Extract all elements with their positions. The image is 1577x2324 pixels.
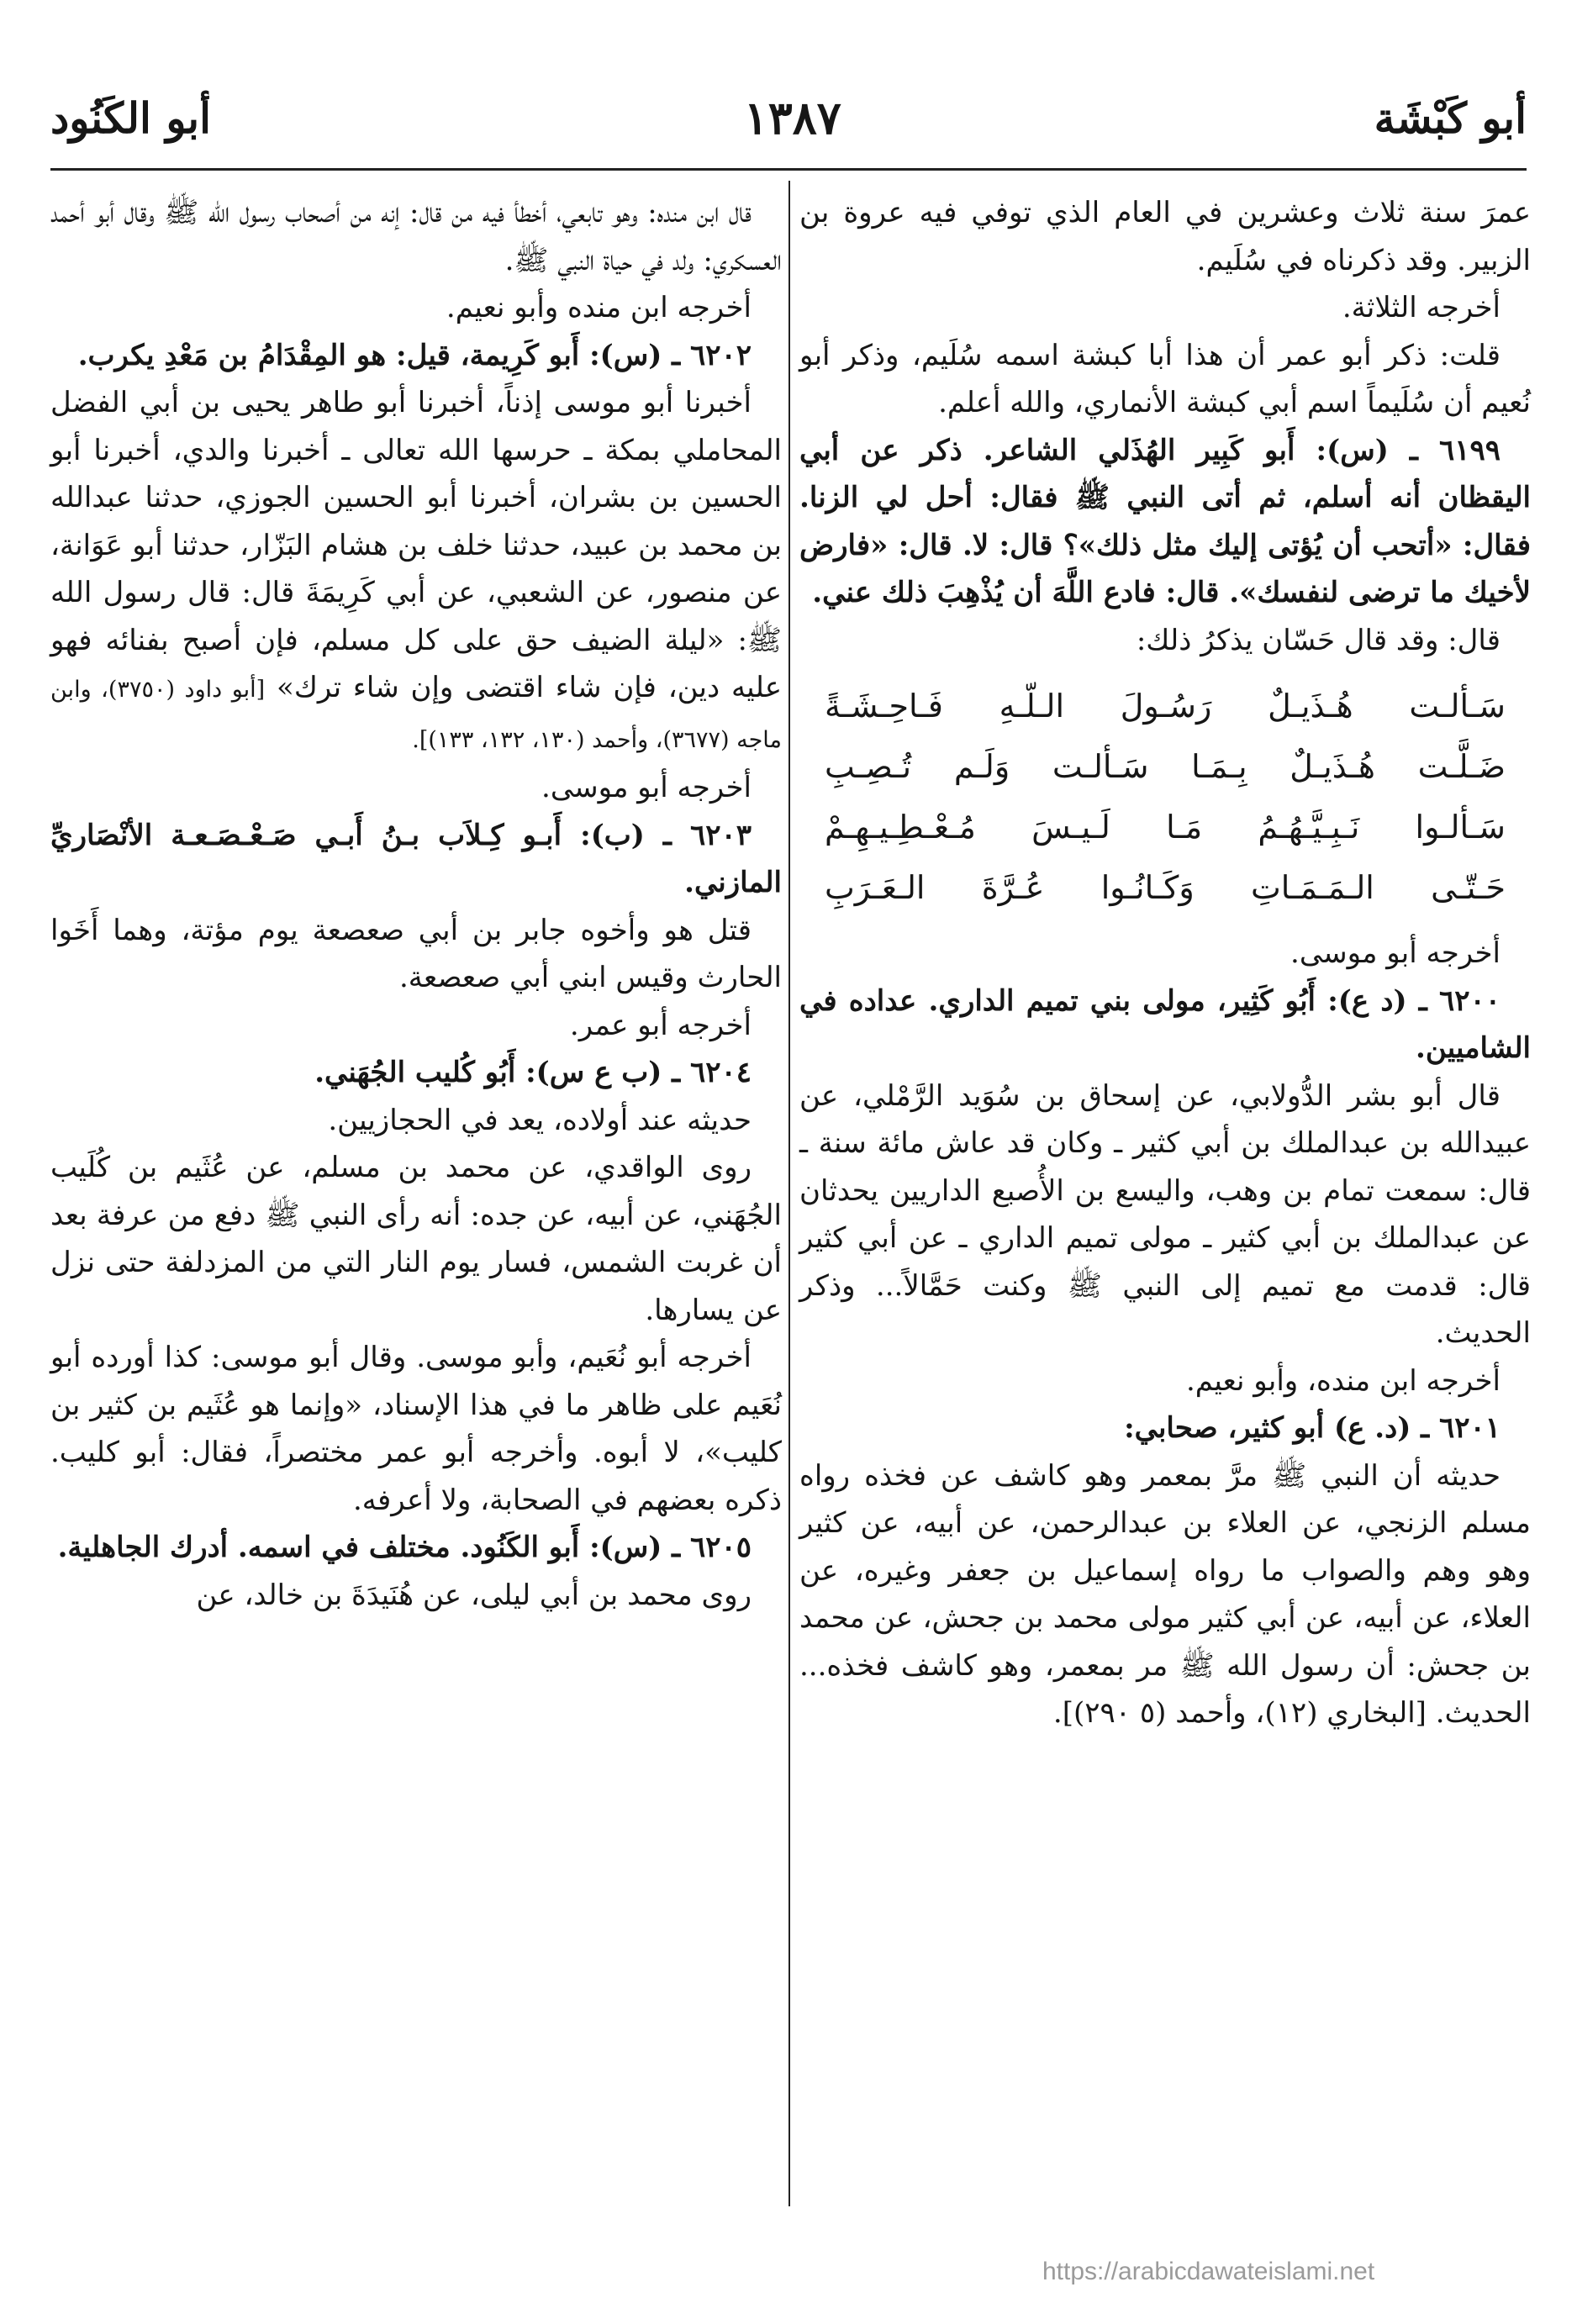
paragraph: قلت: ذكر أبو عمر أن هذا أبا كبشة اسمه سُلَيم، وذكر أبو نُعيم أن سُلَيماً اسم أبي كبشة الأنماري، والله أعلم. [799,338,1531,419]
left-column [50,189,782,1619]
paragraph: قال ابن منده: وهو تابعي، أخطأ فيه من قال: إنه من أصحاب رسول الله ﷺ وقال أبو أحمد العسكري: ولد في حياة النبي ﷺ. [50,196,782,277]
entry-6205: ٦٢٠٥ ـ (س): أَبو الكَنُود. مختلف في اسمه. أدرك الجاهلية. [57,1531,752,1564]
paragraph: أخرجه أبو موسى. [541,771,752,804]
poem-verse: ضَـلَّـت هُـذَيـلٌ بِـمَـا سَـألـت وَلَـم تُـصِـبِ [825,748,1506,785]
paragraph: أخرجه أبو موسى. [1290,936,1501,970]
poem-verse: حَـتّـى الـمَـمَـاتِ وَكَـانُـوا عُـرَّةَ الـعَـرَبِ [825,869,1506,906]
paragraph: حديثه عند أولاده، يعد في الحجازيين. [328,1103,752,1137]
hadith-text: أخبرنا أبو موسى إذناً، أخبرنا أبو طاهر يحيى بن أبي الفضل المحاملي بمكة ـ حرسها الله تعالى ـ أخبرنا والدي، أخبرنا أبو الحسين بن بشران، أخبرنا أبو الحسين الجوزي، حدثنا عبدالله بن محمد بن عبيد، حدثنا خلف بن هشام البَزّار، حدثنا أبو عَوَانة، عن منصور، عن الشعبي، عن أبي كَرِيمَةَ قال: قال رسول الله ﷺ: «ليلة الضيف حق على كل مسلم، فإن أصبح بفنائه فهو عليه دين، فإن شاء اقتضى وإن شاء ترك» [50,386,782,704]
paragraph: أخرجه ابن منده، وأبو نعيم. [1185,1363,1501,1398]
paragraph: أخرجه أبو عمر. [569,1008,752,1042]
paragraph: أخرجه الثلاثة. [1342,291,1501,324]
paragraph: حديثه أن النبي ﷺ مرَّ بمعمر وهو كاشف عن فخذه رواه مسلم الزنجي، عن العلاء بن عبدالرحمن، عن أبيه، عن كثير وهو وهم والصواب ما رواه إسماعيل بن جعفر وغيره، عن العلاء، عن أبيه، عن أبي كثير مولى محمد بن جحش، عن محمد بن جحش: أن رسول الله ﷺ مر بمعمر، وهو كاشف فخذه... الحديث. [البخاري (١٢)، وأحمد (٥ ٢٩٠)]. [799,1458,1531,1730]
paragraph: قال أبو بشر الدُّولابي، عن إسحاق بن سُوَيد الرَّمْلي، عن عبيدالله بن عبدالملك بن أبي كثير ـ وكان قد عاش مائة سنة ـ قال: سمعت تمام بن وهب، واليسع بن الأُصبع الداريين يحدثان عن عبدالملك بن أبي كثير ـ مولى تميم الداري ـ عن أبي كثير قال: قدمت مع تميم إلى النبي ﷺ وكنت حَمَّالاً... وذكر الحديث. [799,1078,1531,1350]
paragraph: قتل هو وأخوه جابر بن أبي صعصعة يوم مؤتة، وهما أَخَوا الحارث وقيس ابني أبي صعصعة. [50,913,782,994]
running-header [50,80,1527,155]
entry-6199: ٦١٩٩ ـ (س): أَبو كَبِير الهُذَلي الشاعر. ذكر عن أبي اليقظان أنه أسلم، ثم أتى النبي ﷺ فقال: أحل لي الزنا. فقال: «أتحب أن يُؤتى إليك مثل ذلك»؟ قال: لا. قال: «فارض لأخيك ما ترضى لنفسك». قال: فادع اللَّهَ أن يُذْهِبَ ذلك عني. [799,433,1531,609]
poem-verse: سَـألـت هُـذَيـلٌ رَسُـولَ الـلّـهِ فَـاحِـشَـةً [825,688,1506,725]
entry-6201: ٦٢٠١ ـ (د. ع) أبو كثير، صحابي: [1124,1411,1501,1445]
paragraph [50,379,782,764]
paragraph: روى محمد بن أبي ليلى، عن هُنَيدَةَ بن خالد، عن [196,1578,752,1612]
entry-6200: ٦٢٠٠ ـ (د ع): أَبُو كَثِير، مولى بني تميم الداري. عداده في الشاميين. [799,983,1531,1065]
header-title-right: أبو كَبْشَة [1374,92,1527,143]
poem [799,676,1531,918]
entry-6203: ٦٢٠٣ ـ (ب): أَبـو كِـلاَب بـنُ أَبـي صَـعْـصَـعـة الأنْصَاريِّ المازني. [50,818,782,899]
entry-6204: ٦٢٠٤ ـ (ب ع س): أَبُو كُليب الجُهَني. [314,1056,752,1089]
hadith-reference: [أبو داود (٣٧٥٠)، وابن ماجه (٣٦٧٧)، وأحمد (١٣٠، ١٣٢، ١٣٣)]. [50,677,782,753]
right-column [799,189,1531,1737]
poem-verse: سَـألـوا نَـبِـيَّـهُـمُ مَـا لَـيـسَ مُـعْـطِـيـهِـمْ [825,809,1506,846]
paragraph: أخرجه ابن منده وأبو نعيم. [446,291,752,324]
paragraph: عمرَ سنة ثلاث وعشرين في العام الذي توفي فيه عروة بن الزبير. وقد ذكرناه في سُلَيم. [799,196,1531,277]
watermark-url: https://arabicdawateislami.net [1042,2258,1375,2285]
paragraph: قال: وقد قال حَسّان يذكرُ ذلك: [1136,623,1501,657]
page-number: ١٣٨٧ [743,91,841,145]
paragraph: أخرجه أبو نُعَيم، وأبو موسى. وقال أبو موسى: كذا أورده أبو نُعَيم على ظاهر ما في هذا الإسناد، «وإنما هو عُثَيم بن كثير بن كليب»، لا أبوه. وأخرجه أبو عمر مختصراً، فقال: أبو كليب. ذكره بعضهم في الصحابة، ولا أعرفه. [50,1341,782,1517]
header-rule [50,168,1527,171]
entry-6202: ٦٢٠٢ ـ (س): أَبو كَرِيمة، قيل: هو المِقْدَامُ بن مَعْدِ يكرب. [77,338,752,372]
column-divider [788,181,790,2206]
paragraph: روى الواقدي، عن محمد بن مسلم، عن عُثَيم بن كُلَيب الجُهَني، عن أبيه، عن جده: أنه رأى النبي ﷺ دفع من عرفة بعد أن غربت الشمس، فسار يوم النار التي من المزدلفة حتى نزل عن يسارها. [50,1151,782,1327]
header-title-left: أبو الكَنُود [50,92,211,143]
